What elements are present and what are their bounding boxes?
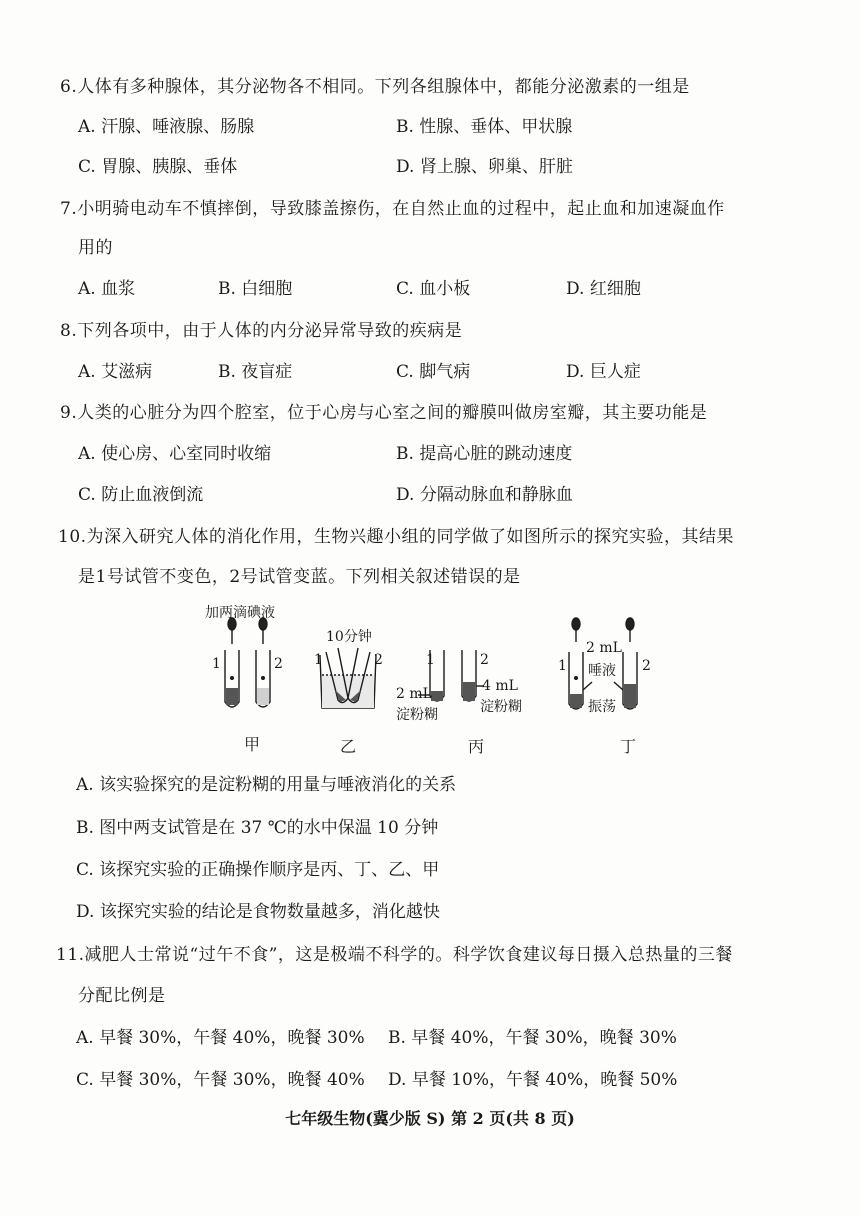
- question-8-option-d: D. 巨人症: [566, 362, 641, 382]
- question-10-stem-line1: 10.为深入研究人体的消化作用，生物兴趣小组的同学做了如图所示的探究实验，其结果: [58, 527, 735, 547]
- tube-label-2: 2: [480, 652, 489, 668]
- question-8-option-b: B. 夜盲症: [218, 362, 293, 382]
- question-7-option-a: A. 血浆: [78, 279, 136, 299]
- experiment-ding-figure: [558, 612, 668, 722]
- question-6-option-c: C. 胃腺、胰腺、垂体: [78, 157, 238, 177]
- page-footer: 七年级生物(冀少版 S) 第 2 页(共 8 页): [285, 1109, 575, 1128]
- dropper-icon: [626, 618, 634, 642]
- question-9-option-a: A. 使心房、心室同时收缩: [78, 444, 272, 464]
- question-10-option-d: D. 该探究实验的结论是食物数量越多，消化越快: [76, 902, 440, 922]
- question-8-option-a: A. 艾滋病: [78, 362, 153, 382]
- caption-yi: 乙: [340, 737, 357, 756]
- question-10-option-b: B. 图中两支试管是在 37 ℃的水中保温 10 分钟: [76, 818, 439, 838]
- question-8-stem: 8.下列各项中，由于人体的内分泌异常导致的疾病是: [60, 321, 463, 341]
- question-6-option-a: A. 汗腺、唾液腺、肠腺: [78, 117, 255, 137]
- question-9-option-d: D. 分隔动脉血和静脉血: [396, 485, 573, 505]
- question-11-option-a: A. 早餐 30%，午餐 40%，晚餐 30%: [76, 1028, 365, 1048]
- question-7-option-b: B. 白细胞: [218, 279, 293, 299]
- question-6-option-b: B. 性腺、垂体、甲状腺: [396, 117, 573, 137]
- question-8-option-c: C. 脚气病: [396, 362, 471, 382]
- tube-label-2: 2: [374, 652, 383, 668]
- label-4ml-right: 4 mL: [482, 678, 518, 694]
- caption-jia: 甲: [244, 735, 261, 754]
- tube-label-1: 1: [558, 658, 567, 674]
- question-9-stem: 9.人类的心脏分为四个腔室，位于心房与心室之间的瓣膜叫做房室瓣，其主要功能是: [60, 403, 708, 423]
- question-9-option-b: B. 提高心脏的跳动速度: [396, 444, 573, 464]
- label-2ml-left: 2 mL: [396, 686, 432, 702]
- question-11-option-b: B. 早餐 40%，午餐 30%，晚餐 30%: [388, 1028, 677, 1048]
- question-6-option-d: D. 肾上腺、卵巢、肝脏: [396, 157, 573, 177]
- tube-label-1: 1: [314, 652, 323, 668]
- question-10-option-c: C. 该探究实验的正确操作顺序是丙、丁、乙、甲: [76, 860, 440, 880]
- label-saliva: 唾液: [588, 663, 616, 679]
- label-add-iodine: 加两滴碘液: [205, 605, 275, 621]
- question-11-option-d: D. 早餐 10%，午餐 40%，晚餐 50%: [388, 1070, 678, 1090]
- dropper-icon: [572, 618, 580, 642]
- tube-label-1: 1: [426, 652, 435, 668]
- question-11-option-c: C. 早餐 30%，午餐 30%，晚餐 40%: [76, 1070, 365, 1090]
- question-11-stem-line1: 11.减肥人士常说“过午不食”，这是极端不科学的。科学饮食建议每日摄入总热量的三餐: [56, 945, 733, 965]
- question-11-stem-line2: 分配比例是: [78, 986, 166, 1006]
- question-9-option-c: C. 防止血液倒流: [78, 485, 204, 505]
- tube-label-2: 2: [274, 656, 283, 672]
- question-7-option-c: C. 血小板: [396, 279, 471, 299]
- label-shake: 振荡: [588, 699, 616, 715]
- label-starch-right: 淀粉糊: [480, 699, 522, 715]
- question-6-stem: 6.人体有多种腺体，其分泌物各不相同。下列各组腺体中，都能分泌激素的一组是: [60, 77, 690, 97]
- tube-label-1: 1: [212, 656, 221, 672]
- caption-ding: 丁: [620, 737, 637, 756]
- question-7-stem-line1: 7.小明骑电动车不慎摔倒，导致膝盖擦伤，在自然止血的过程中，起止血和加速凝血作: [60, 199, 725, 219]
- question-7-stem-line2: 用的: [78, 238, 113, 258]
- question-10-stem-line2: 是1号试管不变色，2号试管变蓝。下列相关叙述错误的是: [78, 567, 521, 587]
- question-7-option-d: D. 红细胞: [566, 279, 641, 299]
- label-2ml-saliva: 2 mL: [586, 640, 622, 656]
- caption-bing: 丙: [468, 737, 485, 756]
- question-10-option-a: A. 该实验探究的是淀粉糊的用量与唾液消化的关系: [76, 775, 457, 795]
- label-ten-minutes: 10分钟: [326, 629, 372, 645]
- tube-label-2: 2: [642, 658, 651, 674]
- label-starch-left: 淀粉糊: [396, 707, 438, 723]
